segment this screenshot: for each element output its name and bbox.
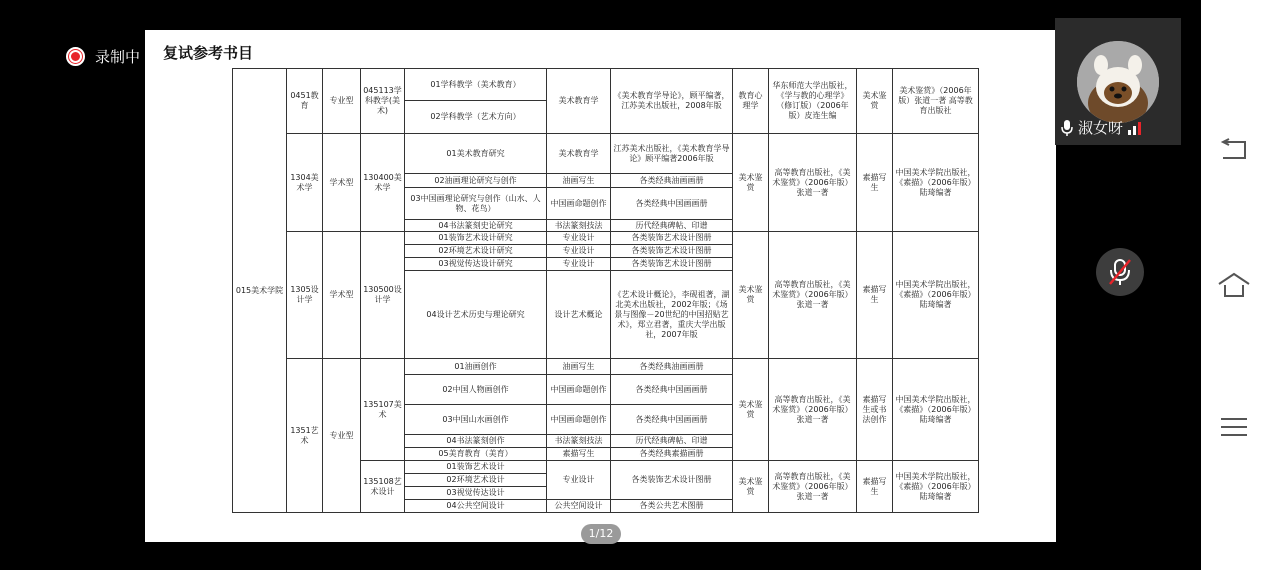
major-cell: 135108艺术设计 — [361, 461, 405, 513]
subject3-cell: 美术鉴赏 — [857, 69, 893, 134]
direction-cell: 04设计艺术历史与理论研究 — [405, 271, 547, 359]
direction-cell: 03视觉传达设计 — [405, 487, 547, 500]
signal-bars-icon — [1128, 121, 1141, 135]
subject2-cell: 美术鉴赏 — [733, 359, 769, 461]
subject3-cell: 素描写生或书法创作 — [857, 359, 893, 461]
mic-muted-icon — [1106, 257, 1134, 287]
book-cell: 各类经典油画画册 — [611, 359, 733, 375]
book3-cell: 美术鉴赏》（2006年版）张道一著 高等教育出版社 — [893, 69, 979, 134]
direction-cell: 02环境艺术设计 — [405, 474, 547, 487]
subject3-cell: 素描写生 — [857, 134, 893, 232]
major-cell: 135107美术 — [361, 359, 405, 461]
book2-cell: 高等教育出版社，《美术鉴赏》（2006年版）张道一著 — [769, 461, 857, 513]
reference-books-table — [232, 68, 979, 513]
subject-cell: 设计艺术概论 — [547, 271, 611, 359]
code-cell: 1305设计学 — [287, 232, 323, 359]
subject-cell: 美术教育学 — [547, 69, 611, 134]
type-cell: 学术型 — [323, 134, 361, 232]
book-cell: 各类经典中国画画册 — [611, 405, 733, 435]
subject2-cell: 美术鉴赏 — [733, 461, 769, 513]
major-cell: 130500设计学 — [361, 232, 405, 359]
participant-video-tile[interactable] — [1055, 18, 1181, 145]
subject-cell: 中国画命题创作 — [547, 405, 611, 435]
subject-cell: 专业设计 — [547, 232, 611, 245]
subject2-cell: 教育心理学 — [733, 69, 769, 134]
major-cell: 045113学科教学(美术) — [361, 69, 405, 134]
book2-cell: 高等教育出版社，《美术鉴赏》（2006年版）张道一著 — [769, 232, 857, 359]
book-cell: 江苏美术出版社，《美术教育学导论》顾平编著2006年版 — [611, 134, 733, 174]
direction-cell: 04书法篆刻创作 — [405, 435, 547, 448]
direction-cell: 02环境艺术设计研究 — [405, 245, 547, 258]
direction-cell: 01装饰艺术设计研究 — [405, 232, 547, 245]
participant-name-bar — [1061, 117, 1141, 138]
book3-cell: 中国美术学院出版社，《素描》（2006年版）陆琦编著 — [893, 461, 979, 513]
back-icon — [1219, 138, 1249, 162]
book-cell: 各类经典素描画册 — [611, 448, 733, 461]
book2-cell: 高等教育出版社，《美术鉴赏》（2006年版）张道一著 — [769, 359, 857, 461]
type-cell: 专业型 — [323, 69, 361, 134]
direction-cell: 04书法篆刻史论研究 — [405, 220, 547, 232]
code-cell: 1351艺术 — [287, 359, 323, 513]
home-icon — [1217, 272, 1251, 298]
menu-button[interactable] — [1217, 410, 1251, 444]
subject-cell: 中国画命题创作 — [547, 188, 611, 220]
system-nav-bar — [1201, 0, 1267, 570]
college-cell: 015美术学院 — [233, 69, 287, 513]
direction-cell: 03中国山水画创作 — [405, 405, 547, 435]
subject-cell: 书法篆刻技法 — [547, 435, 611, 448]
mic-icon — [1061, 119, 1073, 137]
subject-cell: 中国画命题创作 — [547, 375, 611, 405]
avatar — [1077, 41, 1159, 123]
direction-cell: 04公共空间设计 — [405, 500, 547, 513]
subject-cell: 油画写生 — [547, 359, 611, 375]
book-cell: 各类经典中国画画册 — [611, 188, 733, 220]
major-cell: 130400美术学 — [361, 134, 405, 232]
recording-label: 录制中 — [95, 48, 141, 66]
subject2-cell: 美术鉴赏 — [733, 134, 769, 232]
book3-cell: 中国美术学院出版社，《素描》（2006年版）陆琦编著 — [893, 232, 979, 359]
home-button[interactable] — [1217, 268, 1251, 302]
direction-cell: 01油画创作 — [405, 359, 547, 375]
code-cell: 0451教育 — [287, 69, 323, 134]
direction-cell: 01学科教学（美术教育） — [405, 69, 547, 101]
book2-cell: 高等教育出版社，《美术鉴赏》（2006年版）张道一著 — [769, 134, 857, 232]
direction-cell: 05美育教育（美育） — [405, 448, 547, 461]
mute-button[interactable] — [1096, 248, 1144, 296]
book-cell: 各类装饰艺术设计图册 — [611, 232, 733, 245]
subject-cell: 油画写生 — [547, 174, 611, 188]
book-cell: 《美术教育学导论》，顾平编著，江苏美术出版社，2008年版 — [611, 69, 733, 134]
menu-icon — [1220, 416, 1248, 438]
document-title: 复试参考书目 — [163, 44, 254, 62]
book-cell: 各类装饰艺术设计图册 — [611, 461, 733, 500]
subject3-cell: 素描写生 — [857, 461, 893, 513]
book-cell: 历代经典碑帖、印谱 — [611, 435, 733, 448]
direction-cell: 02中国人物画创作 — [405, 375, 547, 405]
book-cell: 历代经典碑帖、印谱 — [611, 220, 733, 232]
subject-cell: 书法篆刻技法 — [547, 220, 611, 232]
direction-cell: 01美术教育研究 — [405, 134, 547, 174]
subject-cell: 专业设计 — [547, 461, 611, 500]
direction-cell: 03中国画理论研究与创作（山水、人物、花鸟） — [405, 188, 547, 220]
record-icon — [66, 47, 85, 66]
subject2-cell: 美术鉴赏 — [733, 232, 769, 359]
book-cell: 各类经典中国画画册 — [611, 375, 733, 405]
book-cell: 各类装饰艺术设计图册 — [611, 245, 733, 258]
code-cell: 1304美术学 — [287, 134, 323, 232]
direction-cell: 03视觉传达设计研究 — [405, 258, 547, 271]
subject-cell: 公共空间设计 — [547, 500, 611, 513]
subject-cell: 专业设计 — [547, 245, 611, 258]
recording-indicator[interactable] — [66, 46, 140, 67]
subject-cell: 专业设计 — [547, 258, 611, 271]
book-cell: 《艺术设计概论》，李砚祖著，湖北美术出版社，2002年版；《场景与图像－20世纪的中国招贴艺术》，郑立君著，重庆大学出版社，2007年版 — [611, 271, 733, 359]
subject-cell: 素描写生 — [547, 448, 611, 461]
book-cell: 各类公共艺术图册 — [611, 500, 733, 513]
direction-cell: 02学科教学（艺术方向） — [405, 101, 547, 134]
subject-cell: 美术教育学 — [547, 134, 611, 174]
direction-cell: 01装饰艺术设计 — [405, 461, 547, 474]
back-button[interactable] — [1217, 133, 1251, 167]
shared-document — [145, 30, 1056, 542]
book2-cell: 华东师范大学出版社，《学与教的心理学》（修订版）（2006年版）皮连生编 — [769, 69, 857, 134]
participant-name: 淑女呀 — [1078, 119, 1124, 137]
page-indicator[interactable]: 1/12 — [581, 524, 621, 544]
type-cell: 专业型 — [323, 359, 361, 513]
book3-cell: 中国美术学院出版社，《素描》（2006年版）陆琦编著 — [893, 134, 979, 232]
subject3-cell: 素描写生 — [857, 232, 893, 359]
book3-cell: 中国美术学院出版社，《素描》（2006年版）陆琦编著 — [893, 359, 979, 461]
type-cell: 学术型 — [323, 232, 361, 359]
book-cell: 各类装饰艺术设计图册 — [611, 258, 733, 271]
book-cell: 各类经典油画画册 — [611, 174, 733, 188]
direction-cell: 02油画理论研究与创作 — [405, 174, 547, 188]
